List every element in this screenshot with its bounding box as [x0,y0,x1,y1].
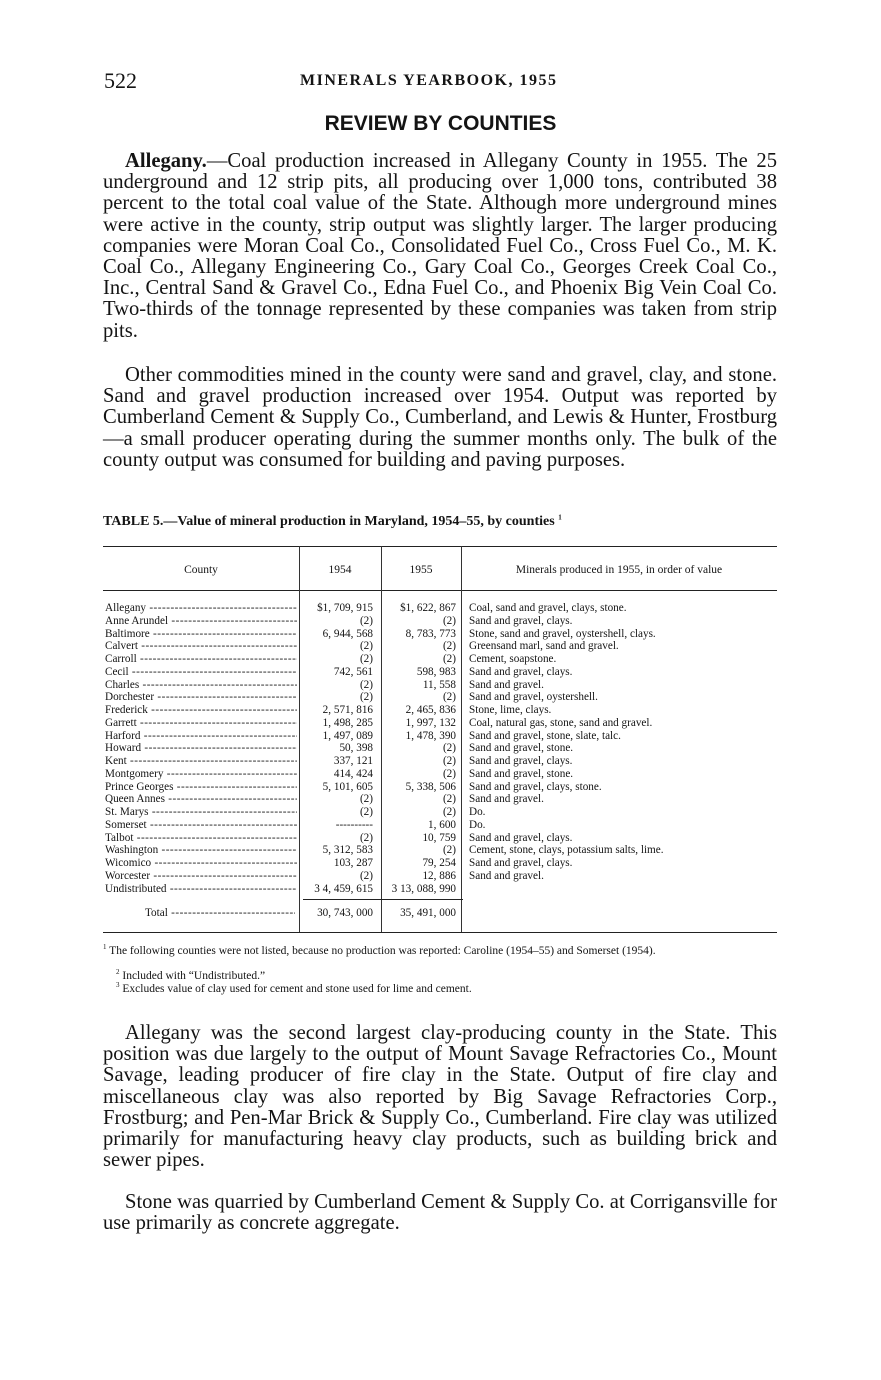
minerals-cell: Sand and gravel, stone, slate, talc. [469,729,621,742]
value-1955-cell: 1, 997, 132 [405,716,456,729]
minerals-cell: Stone, sand and gravel, oystershell, clays. [469,627,656,640]
page-header [104,68,781,98]
value-1954-cell: 337, 121 [333,755,373,767]
footnote-mark: 3 [116,981,120,990]
minerals-cell: Stone, lime, clays. [469,704,552,716]
table-row-total [103,907,777,920]
table-caption-text: TABLE 5.—Value of mineral production in Maryland, 1954–55, by counties [103,514,555,529]
minerals-cell: Coal, sand and gravel, clays, stone. [469,602,627,614]
table-row [103,768,777,781]
table-row [103,666,777,679]
county-cell: Frederick ----- [105,704,297,717]
footnote-2 [116,970,790,982]
value-1955-cell: 10, 759 [422,831,456,844]
county-cell: St. Marys ----- [105,806,297,819]
table-caption [103,514,777,530]
value-1954-cell: (2) [359,831,373,844]
county-cell: Anne Arundel ----- [105,615,297,628]
table-row [103,832,777,845]
total-1954: 30, 743, 000 [317,907,373,919]
value-1955-cell: 79, 254 [422,857,456,869]
county-cell: Charles ----- [105,679,297,692]
footnote-text: Excludes value of clay used for cement and stone used for lime and cement. [122,983,472,995]
value-1954-cell: (2) [359,653,373,665]
table-row [103,883,777,896]
minerals-cell: Cement, soapstone. [469,653,557,665]
value-1955-cell: (2) [442,614,456,627]
county-cell: Washington ----- [105,844,297,857]
value-1954-cell: 5, 101, 605 [322,780,373,793]
value-1955-cell: 8, 783, 773 [405,627,456,640]
footnote-mark: 2 [116,968,120,977]
value-1955-cell: 12, 886 [422,869,456,882]
value-1954-cell: (2) [359,614,373,627]
paragraph-clay: Allegany was the second largest clay-producing county in the State. This position was due largely to the output of Mount Savage Refractories Co., Mount Savage, leading producer of fire clay in the State. Output of fire clay and miscellaneous clay was also reported by Big Savage Refractories Corp., Frostburg; and Pen-Mar Brick & Supply Co., Cumberland. Fire clay was utilized primarily for manufacturing heavy clay products, such as building brick and sewer pipes. [103,1022,777,1172]
value-1955-cell: (2) [442,844,456,857]
minerals-cell: Sand and gravel, clays. [469,665,573,678]
value-1955-cell: (2) [442,653,456,665]
value-1954-cell: 2, 571, 816 [322,704,373,716]
paragraph-allegany-coal [103,151,777,342]
table-row [103,704,777,717]
value-1955-cell: 3 13, 088, 990 [391,882,456,895]
value-1954-cell: ---------- [335,818,373,831]
minerals-cell: Sand and gravel. [469,793,544,806]
minerals-cell: Sand and gravel, clays. [469,614,573,627]
table-row [103,844,777,857]
paragraph-text: —Coal production increased in Allegany County in 1955. The 25 underground and 12 strip pits, all producing over 1,000 tons, contributed 38 percent to the total coal value of the State. Although more underground mines were active in the county, strip output was slightly larger. The larger producing companies were Moran Coal Co., Consolidated Fuel Co., Cross Fuel Co., M. K. Coal Co., Allegany Engineering Co., Gary Coal Co., Georges Creek Coal Co., Inc., Central Sand & Gravel Co., Edna Fuel Co., and Phoenix Big Vein Coal Co. Two-thirds of the tonnage represented by these companies was taken from strip pits. [103,150,777,342]
table-row [103,640,777,653]
table-row [103,717,777,730]
minerals-cell: Sand and gravel, clays. [469,857,573,869]
table-row [103,806,777,819]
value-1955-cell: 1, 600 [428,818,456,831]
value-1954-cell: $1, 709, 915 [317,602,373,614]
value-1954-cell: 742, 561 [333,665,373,678]
county-cell: Talbot ----- [105,832,297,845]
paragraph-lead: Allegany. [125,150,207,172]
col-header-minerals: Minerals produced in 1955, in order of value [515,564,723,576]
footnote-mark: 1 [103,943,107,952]
table-row [103,679,777,692]
value-1954-cell: 5, 312, 583 [322,844,373,857]
minerals-cell: Cement, stone, clays, potassium salts, lime. [469,844,664,857]
county-cell: Garrett ----- [105,717,297,730]
minerals-cell: Sand and gravel, clays. [469,755,573,767]
section-title: REVIEW BY COUNTIES [324,112,557,135]
value-1954-cell: (2) [359,691,373,704]
county-cell: Baltimore ----- [105,628,297,641]
footnote-text: The following counties were not listed, because no production was reported: Caroline (1954–55) and Somerset (1954). [109,945,656,957]
county-cell: Dorchester ----- [105,691,297,704]
value-1955-cell: 598, 983 [416,665,456,678]
value-1955-cell: (2) [442,767,456,780]
county-cell: Harford ----- [105,730,297,743]
table-row [103,628,777,641]
table-top-rule [103,546,777,547]
minerals-cell: Sand and gravel, clays, stone. [469,780,602,793]
county-cell: Howard ----- [105,742,297,755]
table-row [103,870,777,883]
footnote-ref: 1 [558,513,562,522]
footnote-1 [103,945,777,957]
minerals-cell: Coal, natural gas, stone, sand and gravel. [469,716,653,729]
value-1955-cell: 1, 478, 390 [405,729,456,742]
value-1955-cell: (2) [442,755,456,767]
paragraph-stone: Stone was quarried by Cumberland Cement & Supply Co. at Corrigansville for use primarily as concrete aggregate. [103,1191,777,1235]
county-cell: Worcester ----- [105,870,297,883]
value-1955-cell: (2) [442,793,456,806]
value-1954-cell: (2) [359,640,373,653]
minerals-cell: Sand and gravel. [469,678,544,691]
table-row [103,742,777,755]
minerals-cell: Sand and gravel, oystershell. [469,691,598,704]
total-rule [303,899,463,900]
county-cell: Somerset ----- [105,819,297,832]
county-cell: Cecil ----- [105,666,297,679]
county-cell: Undistributed ----- [105,883,297,896]
footnote-text: Included with “Undistributed.” [122,970,266,982]
value-1954-cell: (2) [359,806,373,818]
paragraph-other-commodities: Other commodities mined in the county were sand and gravel, clay, and stone. Sand and gravel production increased over 1954. Output was reported by Cumberland Cement & Supply Co., Cumberland, and Lewis & Hunter, Frostburg—a small producer operating during the summer months only. The bulk of the county output was consumed for building and paving purposes. [103,364,777,471]
table-header-rule [103,590,777,591]
table-bottom-rule [103,932,777,933]
table-row [103,793,777,806]
total-1955: 35, 491, 000 [400,907,456,919]
county-cell: Kent ----- [105,755,297,768]
minerals-cell: Sand and gravel, stone. [469,742,574,755]
value-1954-cell: 103, 287 [333,857,373,869]
minerals-cell: Do. [469,806,486,818]
minerals-cell: Sand and gravel, clays. [469,831,573,844]
value-1955-cell: 2, 465, 836 [405,704,456,716]
table-row [103,653,777,666]
table-row [103,730,777,743]
value-1955-cell: (2) [442,806,456,818]
value-1955-cell: (2) [442,691,456,704]
value-1954-cell: 1, 498, 285 [322,716,373,729]
county-cell: Wicomico ----- [105,857,297,870]
value-1954-cell: (2) [359,678,373,691]
value-1954-cell: 3 4, 459, 615 [314,882,373,895]
value-1954-cell: 1, 497, 089 [322,729,373,742]
value-1954-cell: (2) [359,869,373,882]
value-1955-cell: $1, 622, 867 [400,602,456,614]
value-1955-cell: (2) [442,742,456,755]
minerals-cell: Sand and gravel. [469,869,544,882]
table-row [103,755,777,768]
value-1954-cell: 50, 398 [339,742,373,755]
value-1954-cell: 6, 944, 568 [322,627,373,640]
table-row [103,615,777,628]
minerals-cell: Greensand marl, sand and gravel. [469,640,619,653]
county-cell: Prince Georges ----- [105,781,297,794]
county-cell: Carroll ----- [105,653,297,666]
table-row [103,602,777,615]
table-row [103,819,777,832]
value-1954-cell: (2) [359,793,373,806]
col-header-county: County [184,564,218,576]
table-row [103,781,777,794]
footnote-3 [116,983,790,995]
value-1955-cell: 11, 558 [422,678,456,691]
value-1955-cell: (2) [442,640,456,653]
running-title: MINERALS YEARBOOK, 1955 [300,72,558,89]
county-cell: Queen Annes ----- [105,793,297,806]
county-cell: Allegany ----- [105,602,297,615]
county-cell: Montgomery ----- [105,768,297,781]
total-label: Total ----- [145,907,295,920]
value-1955-cell: 5, 338, 506 [405,780,456,793]
col-header-1955: 1955 [409,564,433,576]
table-row [103,857,777,870]
col-header-1954: 1954 [328,564,352,576]
page-number: 522 [104,68,137,93]
county-cell: Calvert ----- [105,640,297,653]
minerals-cell: Do. [469,818,486,831]
value-1954-cell: 414, 424 [333,767,373,780]
table-row [103,691,777,704]
minerals-cell: Sand and gravel, stone. [469,767,574,780]
